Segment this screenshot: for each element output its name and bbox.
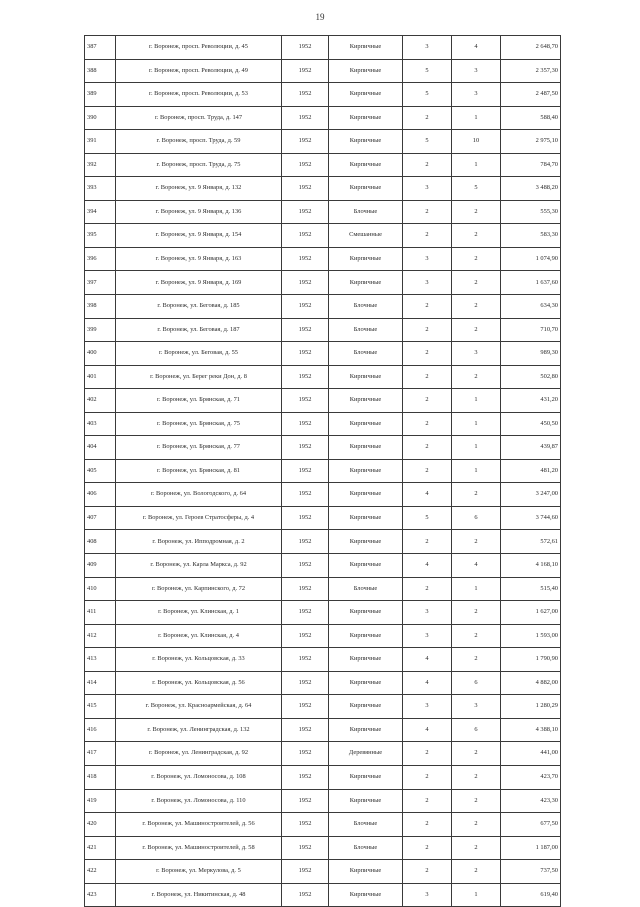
row-number-cell: 405 [85, 459, 116, 483]
entrances-cell: 3 [452, 695, 501, 719]
floors-cell: 2 [403, 530, 452, 554]
entrances-cell: 4 [452, 36, 501, 60]
floors-cell: 2 [403, 813, 452, 837]
year-built-cell: 1952 [282, 177, 329, 201]
table-row [85, 836, 561, 860]
row-number-cell: 423 [85, 883, 116, 907]
wall-material-cell: Кирпичные [329, 412, 403, 436]
entrances-cell: 2 [452, 200, 501, 224]
wall-material-cell: Кирпичные [329, 695, 403, 719]
area-cell: 1 627,00 [501, 601, 561, 625]
year-built-cell: 1952 [282, 130, 329, 154]
page-number: 19 [315, 12, 325, 22]
address-cell: г. Воронеж, ул. Брянская, д. 81 [116, 459, 282, 483]
wall-material-cell: Блочные [329, 295, 403, 319]
entrances-cell: 5 [452, 177, 501, 201]
entrances-cell: 2 [452, 224, 501, 248]
table-row [85, 83, 561, 107]
area-cell: 2 975,10 [501, 130, 561, 154]
floors-cell: 5 [403, 59, 452, 83]
row-number-cell: 421 [85, 836, 116, 860]
entrances-cell: 4 [452, 554, 501, 578]
entrances-cell: 1 [452, 153, 501, 177]
row-number-cell: 415 [85, 695, 116, 719]
wall-material-cell: Блочные [329, 318, 403, 342]
row-number-cell: 394 [85, 200, 116, 224]
wall-material-cell: Кирпичные [329, 601, 403, 625]
wall-material-cell: Кирпичные [329, 765, 403, 789]
area-cell: 3 247,00 [501, 483, 561, 507]
table-row [85, 318, 561, 342]
area-cell: 2 357,30 [501, 59, 561, 83]
area-cell: 481,20 [501, 459, 561, 483]
year-built-cell: 1952 [282, 577, 329, 601]
table-row [85, 554, 561, 578]
area-cell: 989,30 [501, 342, 561, 366]
year-built-cell: 1952 [282, 153, 329, 177]
table-row [85, 860, 561, 884]
table-row [85, 412, 561, 436]
wall-material-cell: Блочные [329, 342, 403, 366]
entrances-cell: 1 [452, 436, 501, 460]
address-cell: г. Воронеж, ул. Красноармейская, д. 64 [116, 695, 282, 719]
row-number-cell: 395 [85, 224, 116, 248]
row-number-cell: 399 [85, 318, 116, 342]
row-number-cell: 406 [85, 483, 116, 507]
wall-material-cell: Кирпичные [329, 789, 403, 813]
floors-cell: 3 [403, 695, 452, 719]
table-row [85, 177, 561, 201]
wall-material-cell: Кирпичные [329, 483, 403, 507]
address-cell: г. Воронеж, ул. Берег реки Дон, д. 8 [116, 365, 282, 389]
entrances-cell: 2 [452, 742, 501, 766]
wall-material-cell: Кирпичные [329, 130, 403, 154]
floors-cell: 2 [403, 342, 452, 366]
address-cell: г. Воронеж, ул. Ленинградская, д. 92 [116, 742, 282, 766]
entrances-cell: 2 [452, 365, 501, 389]
table-row [85, 295, 561, 319]
row-number-cell: 417 [85, 742, 116, 766]
wall-material-cell: Кирпичные [329, 59, 403, 83]
year-built-cell: 1952 [282, 224, 329, 248]
year-built-cell: 1952 [282, 365, 329, 389]
floors-cell: 2 [403, 577, 452, 601]
table-row [85, 742, 561, 766]
address-cell: г. Воронеж, ул. Клинская, д. 1 [116, 601, 282, 625]
year-built-cell: 1952 [282, 200, 329, 224]
row-number-cell: 387 [85, 36, 116, 60]
year-built-cell: 1952 [282, 412, 329, 436]
area-cell: 710,70 [501, 318, 561, 342]
entrances-cell: 2 [452, 295, 501, 319]
table-row [85, 224, 561, 248]
floors-cell: 2 [403, 153, 452, 177]
year-built-cell: 1952 [282, 389, 329, 413]
table-row [85, 436, 561, 460]
row-number-cell: 420 [85, 813, 116, 837]
year-built-cell: 1952 [282, 695, 329, 719]
address-cell: г. Воронеж, ул. Кольцовская, д. 33 [116, 648, 282, 672]
row-number-cell: 410 [85, 577, 116, 601]
address-cell: г. Воронеж, просп. Революции, д. 45 [116, 36, 282, 60]
entrances-cell: 3 [452, 342, 501, 366]
year-built-cell: 1952 [282, 106, 329, 130]
table-row [85, 130, 561, 154]
entrances-cell: 2 [452, 648, 501, 672]
table-row [85, 601, 561, 625]
wall-material-cell: Блочные [329, 200, 403, 224]
floors-cell: 4 [403, 483, 452, 507]
wall-material-cell: Кирпичные [329, 106, 403, 130]
entrances-cell: 2 [452, 813, 501, 837]
area-cell: 634,30 [501, 295, 561, 319]
address-cell: г. Воронеж, ул. Ленинградская, д. 132 [116, 718, 282, 742]
floors-cell: 2 [403, 789, 452, 813]
wall-material-cell: Блочные [329, 813, 403, 837]
address-cell: г. Воронеж, ул. Героев Стратосферы, д. 4 [116, 506, 282, 530]
floors-cell: 2 [403, 224, 452, 248]
floors-cell: 3 [403, 624, 452, 648]
row-number-cell: 419 [85, 789, 116, 813]
area-cell: 555,30 [501, 200, 561, 224]
year-built-cell: 1952 [282, 718, 329, 742]
area-cell: 4 388,10 [501, 718, 561, 742]
table-row [85, 671, 561, 695]
address-cell: г. Воронеж, ул. Карпинского, д. 72 [116, 577, 282, 601]
floors-cell: 2 [403, 365, 452, 389]
wall-material-cell: Кирпичные [329, 671, 403, 695]
table-row [85, 789, 561, 813]
entrances-cell: 2 [452, 789, 501, 813]
row-number-cell: 403 [85, 412, 116, 436]
table-row [85, 483, 561, 507]
row-number-cell: 402 [85, 389, 116, 413]
year-built-cell: 1952 [282, 624, 329, 648]
entrances-cell: 1 [452, 883, 501, 907]
address-cell: г. Воронеж, ул. Машиностроителей, д. 56 [116, 813, 282, 837]
address-cell: г. Воронеж, просп. Труда, д. 75 [116, 153, 282, 177]
wall-material-cell: Кирпичные [329, 554, 403, 578]
wall-material-cell: Кирпичные [329, 648, 403, 672]
wall-material-cell: Кирпичные [329, 883, 403, 907]
row-number-cell: 396 [85, 247, 116, 271]
address-cell: г. Воронеж, ул. Ипподромная, д. 2 [116, 530, 282, 554]
table-row [85, 695, 561, 719]
table-row [85, 342, 561, 366]
floors-cell: 2 [403, 860, 452, 884]
address-cell: г. Воронеж, ул. 9 Января, д. 163 [116, 247, 282, 271]
floors-cell: 3 [403, 271, 452, 295]
address-cell: г. Воронеж, ул. Брянская, д. 71 [116, 389, 282, 413]
wall-material-cell: Кирпичные [329, 459, 403, 483]
table-row [85, 59, 561, 83]
row-number-cell: 416 [85, 718, 116, 742]
year-built-cell: 1952 [282, 506, 329, 530]
year-built-cell: 1952 [282, 59, 329, 83]
address-cell: г. Воронеж, ул. Клинская, д. 4 [116, 624, 282, 648]
entrances-cell: 2 [452, 836, 501, 860]
address-cell: г. Воронеж, просп. Революции, д. 53 [116, 83, 282, 107]
year-built-cell: 1952 [282, 836, 329, 860]
wall-material-cell: Смешанные [329, 224, 403, 248]
table-row [85, 200, 561, 224]
table-row [85, 106, 561, 130]
entrances-cell: 2 [452, 765, 501, 789]
wall-material-cell: Деревянные [329, 742, 403, 766]
row-number-cell: 397 [85, 271, 116, 295]
row-number-cell: 411 [85, 601, 116, 625]
floors-cell: 2 [403, 742, 452, 766]
address-cell: г. Воронеж, ул. 9 Января, д. 132 [116, 177, 282, 201]
address-cell: г. Воронеж, ул. Ломоносова, д. 108 [116, 765, 282, 789]
address-cell: г. Воронеж, ул. 9 Января, д. 136 [116, 200, 282, 224]
area-cell: 4 882,00 [501, 671, 561, 695]
table-row [85, 883, 561, 907]
area-cell: 3 744,60 [501, 506, 561, 530]
year-built-cell: 1952 [282, 459, 329, 483]
year-built-cell: 1952 [282, 36, 329, 60]
year-built-cell: 1952 [282, 271, 329, 295]
table-row [85, 153, 561, 177]
floors-cell: 2 [403, 318, 452, 342]
table-row [85, 389, 561, 413]
row-number-cell: 389 [85, 83, 116, 107]
entrances-cell: 2 [452, 530, 501, 554]
table-row [85, 459, 561, 483]
floors-cell: 3 [403, 177, 452, 201]
floors-cell: 5 [403, 83, 452, 107]
area-cell: 2 487,50 [501, 83, 561, 107]
floors-cell: 5 [403, 130, 452, 154]
floors-cell: 5 [403, 506, 452, 530]
year-built-cell: 1952 [282, 742, 329, 766]
area-cell: 1 280,29 [501, 695, 561, 719]
wall-material-cell: Кирпичные [329, 365, 403, 389]
row-number-cell: 391 [85, 130, 116, 154]
row-number-cell: 413 [85, 648, 116, 672]
year-built-cell: 1952 [282, 554, 329, 578]
wall-material-cell: Блочные [329, 836, 403, 860]
year-built-cell: 1952 [282, 247, 329, 271]
row-number-cell: 407 [85, 506, 116, 530]
floors-cell: 2 [403, 200, 452, 224]
entrances-cell: 2 [452, 860, 501, 884]
row-number-cell: 418 [85, 765, 116, 789]
row-number-cell: 393 [85, 177, 116, 201]
entrances-cell: 1 [452, 459, 501, 483]
entrances-cell: 1 [452, 106, 501, 130]
entrances-cell: 6 [452, 671, 501, 695]
entrances-cell: 2 [452, 247, 501, 271]
entrances-cell: 10 [452, 130, 501, 154]
area-cell: 619,40 [501, 883, 561, 907]
registry-table-body [85, 36, 561, 907]
year-built-cell: 1952 [282, 648, 329, 672]
year-built-cell: 1952 [282, 436, 329, 460]
area-cell: 1 637,60 [501, 271, 561, 295]
table-row [85, 765, 561, 789]
table-row [85, 530, 561, 554]
entrances-cell: 2 [452, 318, 501, 342]
row-number-cell: 390 [85, 106, 116, 130]
entrances-cell: 2 [452, 483, 501, 507]
address-cell: г. Воронеж, ул. Ломоносова, д. 110 [116, 789, 282, 813]
area-cell: 423,30 [501, 789, 561, 813]
address-cell: г. Воронеж, ул. Никитинская, д. 48 [116, 883, 282, 907]
row-number-cell: 400 [85, 342, 116, 366]
floors-cell: 3 [403, 36, 452, 60]
area-cell: 441,00 [501, 742, 561, 766]
wall-material-cell: Кирпичные [329, 436, 403, 460]
wall-material-cell: Блочные [329, 577, 403, 601]
address-cell: г. Воронеж, ул. Машиностроителей, д. 58 [116, 836, 282, 860]
row-number-cell: 408 [85, 530, 116, 554]
floors-cell: 2 [403, 436, 452, 460]
row-number-cell: 401 [85, 365, 116, 389]
year-built-cell: 1952 [282, 342, 329, 366]
row-number-cell: 412 [85, 624, 116, 648]
entrances-cell: 1 [452, 412, 501, 436]
area-cell: 431,20 [501, 389, 561, 413]
row-number-cell: 392 [85, 153, 116, 177]
wall-material-cell: Кирпичные [329, 506, 403, 530]
address-cell: г. Воронеж, ул. Брянская, д. 77 [116, 436, 282, 460]
entrances-cell: 1 [452, 577, 501, 601]
floors-cell: 4 [403, 648, 452, 672]
row-number-cell: 398 [85, 295, 116, 319]
floors-cell: 2 [403, 836, 452, 860]
area-cell: 1 187,00 [501, 836, 561, 860]
area-cell: 583,30 [501, 224, 561, 248]
address-cell: г. Воронеж, ул. Беговая, д. 55 [116, 342, 282, 366]
floors-cell: 4 [403, 718, 452, 742]
table-row [85, 271, 561, 295]
entrances-cell: 6 [452, 506, 501, 530]
floors-cell: 2 [403, 295, 452, 319]
entrances-cell: 2 [452, 601, 501, 625]
area-cell: 423,70 [501, 765, 561, 789]
area-cell: 502,80 [501, 365, 561, 389]
wall-material-cell: Кирпичные [329, 530, 403, 554]
area-cell: 515,40 [501, 577, 561, 601]
row-number-cell: 414 [85, 671, 116, 695]
area-cell: 1 790,90 [501, 648, 561, 672]
address-cell: г. Воронеж, ул. 9 Января, д. 169 [116, 271, 282, 295]
table-row [85, 365, 561, 389]
year-built-cell: 1952 [282, 789, 329, 813]
wall-material-cell: Кирпичные [329, 177, 403, 201]
area-cell: 588,40 [501, 106, 561, 130]
table-row [85, 648, 561, 672]
table-row [85, 624, 561, 648]
entrances-cell: 1 [452, 389, 501, 413]
year-built-cell: 1952 [282, 83, 329, 107]
housing-registry-table [84, 35, 561, 907]
row-number-cell: 422 [85, 860, 116, 884]
area-cell: 439,87 [501, 436, 561, 460]
year-built-cell: 1952 [282, 295, 329, 319]
area-cell: 2 648,70 [501, 36, 561, 60]
wall-material-cell: Кирпичные [329, 389, 403, 413]
table-row [85, 577, 561, 601]
floors-cell: 2 [403, 765, 452, 789]
table-row [85, 718, 561, 742]
wall-material-cell: Кирпичные [329, 247, 403, 271]
address-cell: г. Воронеж, ул. Карла Маркса, д. 92 [116, 554, 282, 578]
floors-cell: 2 [403, 106, 452, 130]
area-cell: 737,50 [501, 860, 561, 884]
area-cell: 450,50 [501, 412, 561, 436]
floors-cell: 4 [403, 554, 452, 578]
address-cell: г. Воронеж, ул. 9 Января, д. 154 [116, 224, 282, 248]
year-built-cell: 1952 [282, 318, 329, 342]
year-built-cell: 1952 [282, 765, 329, 789]
year-built-cell: 1952 [282, 813, 329, 837]
wall-material-cell: Кирпичные [329, 271, 403, 295]
address-cell: г. Воронеж, ул. Беговая, д. 187 [116, 318, 282, 342]
floors-cell: 2 [403, 412, 452, 436]
table-row [85, 247, 561, 271]
area-cell: 1 593,00 [501, 624, 561, 648]
year-built-cell: 1952 [282, 860, 329, 884]
area-cell: 677,50 [501, 813, 561, 837]
wall-material-cell: Кирпичные [329, 36, 403, 60]
entrances-cell: 3 [452, 59, 501, 83]
floors-cell: 3 [403, 247, 452, 271]
area-cell: 572,61 [501, 530, 561, 554]
address-cell: г. Воронеж, ул. Беговая, д. 185 [116, 295, 282, 319]
address-cell: г. Воронеж, просп. Труда, д. 147 [116, 106, 282, 130]
floors-cell: 3 [403, 883, 452, 907]
wall-material-cell: Кирпичные [329, 83, 403, 107]
wall-material-cell: Кирпичные [329, 624, 403, 648]
address-cell: г. Воронеж, ул. Вологодского, д. 64 [116, 483, 282, 507]
year-built-cell: 1952 [282, 883, 329, 907]
wall-material-cell: Кирпичные [329, 860, 403, 884]
floors-cell: 3 [403, 601, 452, 625]
wall-material-cell: Кирпичные [329, 153, 403, 177]
address-cell: г. Воронеж, ул. Кольцовская, д. 56 [116, 671, 282, 695]
entrances-cell: 6 [452, 718, 501, 742]
year-built-cell: 1952 [282, 483, 329, 507]
table-row [85, 36, 561, 60]
area-cell: 1 074,90 [501, 247, 561, 271]
floors-cell: 2 [403, 459, 452, 483]
address-cell: г. Воронеж, просп. Труда, д. 59 [116, 130, 282, 154]
table-row [85, 813, 561, 837]
row-number-cell: 388 [85, 59, 116, 83]
year-built-cell: 1952 [282, 601, 329, 625]
wall-material-cell: Кирпичные [329, 718, 403, 742]
area-cell: 4 168,10 [501, 554, 561, 578]
address-cell: г. Воронеж, ул. Брянская, д. 75 [116, 412, 282, 436]
floors-cell: 4 [403, 671, 452, 695]
row-number-cell: 404 [85, 436, 116, 460]
entrances-cell: 2 [452, 271, 501, 295]
address-cell: г. Воронеж, ул. Меркулова, д. 5 [116, 860, 282, 884]
table-row [85, 506, 561, 530]
address-cell: г. Воронеж, просп. Революции, д. 49 [116, 59, 282, 83]
area-cell: 784,70 [501, 153, 561, 177]
row-number-cell: 409 [85, 554, 116, 578]
floors-cell: 2 [403, 389, 452, 413]
year-built-cell: 1952 [282, 671, 329, 695]
area-cell: 3 488,20 [501, 177, 561, 201]
year-built-cell: 1952 [282, 530, 329, 554]
entrances-cell: 3 [452, 83, 501, 107]
entrances-cell: 2 [452, 624, 501, 648]
